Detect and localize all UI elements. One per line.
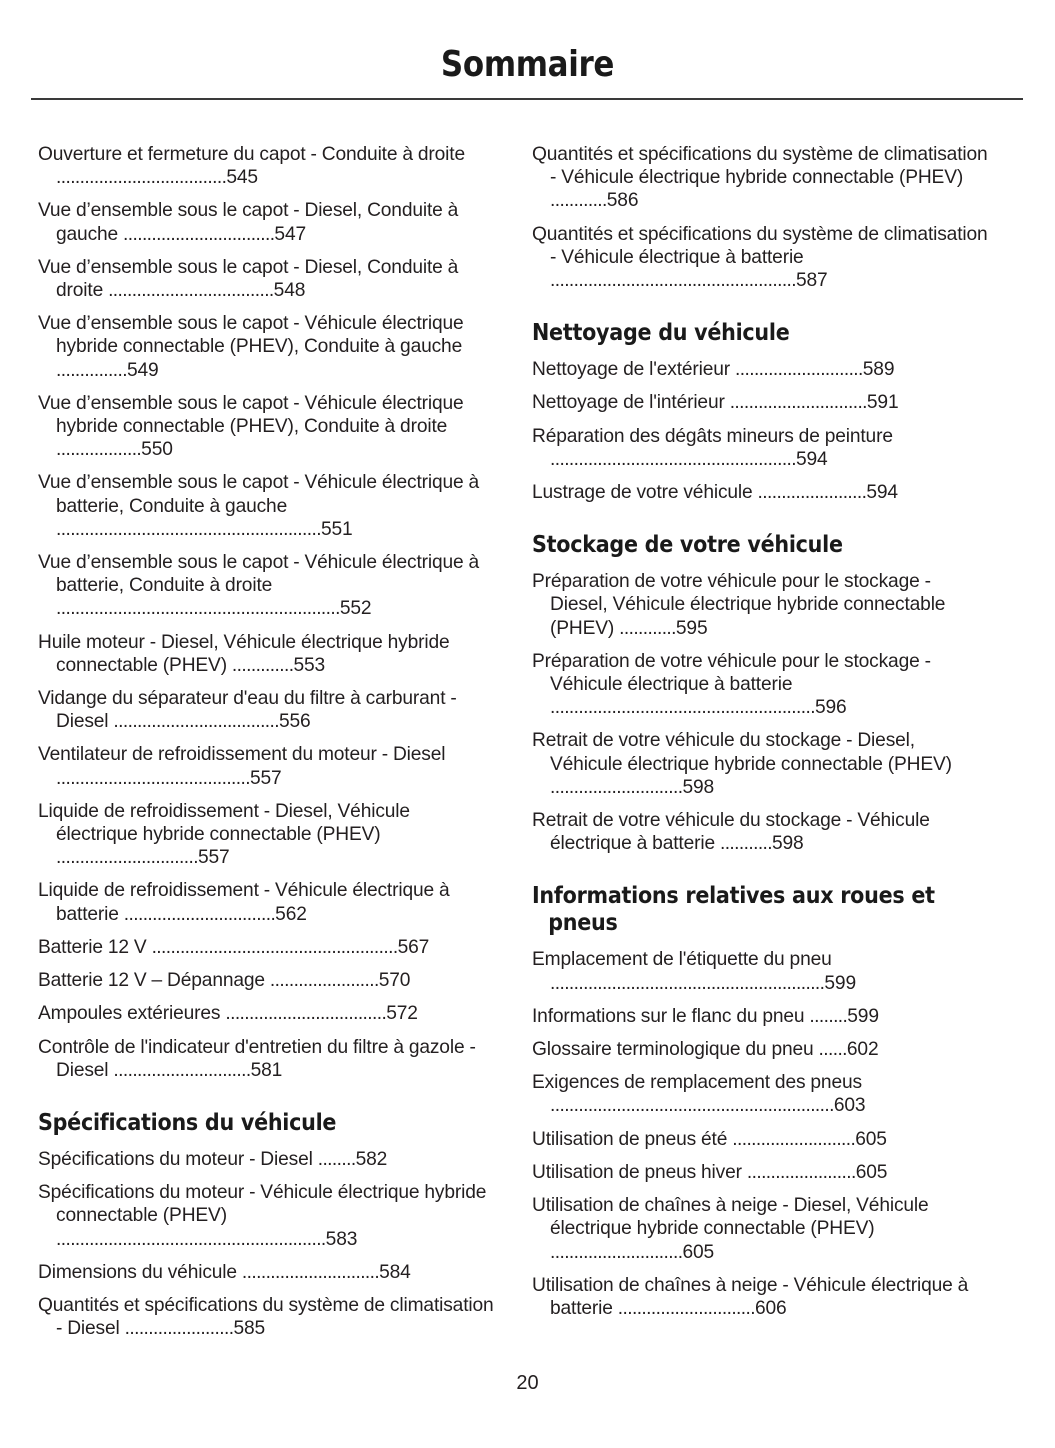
- toc-columns: [0, 143, 1055, 1340]
- toc-leader-dots: ................................: [123, 903, 276, 925]
- toc-entry-title: Vue d’ensemble sous le capot - Véhicule électrique à batterie, Conduite à droite: [38, 552, 480, 597]
- toc-entry-page: 582: [355, 1148, 388, 1170]
- toc-entry[interactable]: [532, 223, 988, 293]
- toc-entry-page: 591: [866, 392, 899, 414]
- toc-entry[interactable]: [38, 969, 494, 992]
- toc-entry-title: Lustrage de votre véhicule: [532, 482, 758, 504]
- toc-leader-dots: ..........................: [732, 1128, 856, 1150]
- toc-leader-dots: ............: [619, 617, 676, 639]
- toc-entry-title: Liquide de refroidissement - Diesel, Véhicule électrique hybride connectable (PHEV): [38, 800, 410, 846]
- toc-entry[interactable]: [532, 1194, 988, 1264]
- toc-entry-title: Utilisation de chaînes à neige - Diesel, Véhicule électrique hybride connectable (PHEV): [532, 1195, 929, 1240]
- toc-entry-title: Vue d’ensemble sous le capot - Diesel, Conduite à droite: [38, 256, 459, 302]
- toc-entry-title: Spécifications du moteur - Diesel: [38, 1148, 318, 1170]
- toc-entry-page: 594: [796, 448, 828, 470]
- toc-leader-dots: .........................................................: [56, 1228, 326, 1250]
- toc-entry-page: 557: [249, 767, 282, 789]
- toc-entry-page: 548: [273, 280, 306, 302]
- toc-leader-dots: ...................................: [108, 280, 274, 302]
- toc-entry[interactable]: [532, 481, 988, 504]
- toc-entry-title: Réparation des dégâts mineurs de peinture: [532, 425, 893, 447]
- toc-entry-page: 598: [682, 776, 715, 798]
- toc-entry[interactable]: [38, 312, 494, 382]
- toc-entry-title: Vue d’ensemble sous le capot - Diesel, Conduite à gauche: [38, 200, 459, 245]
- toc-entry-title: Dimensions du véhicule: [38, 1261, 242, 1283]
- toc-entry-page: 589: [862, 359, 895, 381]
- toc-entry-page: 605: [682, 1241, 715, 1263]
- toc-entry-title: Batterie 12 V: [38, 936, 152, 958]
- toc-entry-page: 594: [866, 482, 898, 504]
- toc-leader-dots: ........................................................: [550, 697, 815, 719]
- toc-entry[interactable]: [38, 687, 494, 733]
- toc-leader-dots: ..................................: [225, 1003, 387, 1025]
- toc-leader-dots: ......: [818, 1039, 847, 1061]
- toc-entry-title: Nettoyage de l'intérieur: [532, 392, 730, 414]
- toc-entry[interactable]: [532, 1128, 988, 1151]
- toc-leader-dots: ........................................................: [56, 518, 321, 540]
- toc-section-heading: Stockage de votre véhicule: [532, 532, 843, 559]
- toc-leader-dots: ...............: [56, 359, 127, 381]
- toc-entry-title: Utilisation de pneus hiver: [532, 1161, 747, 1183]
- toc-entry-title: Quantités et spécifications du système de climatisation - Diesel: [38, 1294, 494, 1340]
- toc-entry[interactable]: [38, 392, 494, 462]
- toc-entry-page: 572: [386, 1003, 418, 1025]
- toc-entry-page: 545: [226, 167, 258, 189]
- toc-leader-dots: .......................: [746, 1161, 856, 1183]
- toc-entry-title: Emplacement de l'étiquette du pneu: [532, 949, 832, 971]
- toc-leader-dots: ...................................: [113, 711, 279, 733]
- toc-entry-title: Liquide de refroidissement - Véhicule électrique à batterie: [38, 880, 450, 925]
- toc-entry-title: Quantités et spécifications du système de climatisation - Véhicule électrique hybride connectable (PHEV): [532, 144, 988, 189]
- toc-entry-page: 603: [833, 1095, 866, 1117]
- toc-leader-dots: ........: [317, 1148, 356, 1170]
- toc-entry-page: 587: [796, 270, 828, 292]
- toc-entry[interactable]: [532, 948, 988, 994]
- toc-entry[interactable]: [38, 199, 494, 245]
- toc-leader-dots: ...........: [719, 833, 773, 855]
- toc-column-right: [532, 143, 988, 1320]
- toc-leader-dots: ............................: [550, 776, 683, 798]
- toc-entry-title: Ampoules extérieures: [38, 1003, 226, 1025]
- toc-entry[interactable]: [532, 1274, 988, 1320]
- toc-entry[interactable]: [532, 425, 988, 471]
- toc-section-heading: Informations relatives aux roues et pneus: [532, 883, 935, 937]
- toc-entry[interactable]: [38, 936, 494, 959]
- toc-leader-dots: ............................: [550, 1241, 683, 1263]
- toc-entry-title: Exigences de remplacement des pneus: [532, 1072, 862, 1094]
- toc-leader-dots: .......................: [269, 970, 379, 992]
- toc-entry-title: Nettoyage de l'extérieur: [532, 359, 736, 381]
- page-title: Sommaire: [440, 44, 615, 85]
- toc-leader-dots: .........................................: [56, 767, 250, 789]
- toc-leader-dots: ............................................................: [550, 1095, 834, 1117]
- toc-leader-dots: ................................: [123, 223, 275, 245]
- toc-leader-dots: ............................................................: [56, 598, 340, 620]
- toc-entry-page: 567: [397, 936, 430, 958]
- toc-entry-title: Spécifications du moteur - Véhicule électrique hybride connectable (PHEV): [38, 1182, 487, 1227]
- toc-entry-page: 602: [846, 1039, 879, 1061]
- toc-entry[interactable]: [532, 358, 988, 381]
- toc-entry-page: 581: [250, 1059, 283, 1081]
- toc-entry[interactable]: [38, 551, 494, 621]
- toc-entry-page: 547: [274, 223, 306, 245]
- toc-leader-dots: .............: [231, 654, 294, 676]
- toc-leader-dots: ..................: [56, 439, 142, 461]
- toc-column-left: [38, 143, 494, 1340]
- toc-entry[interactable]: [38, 743, 494, 789]
- toc-entry-title: Utilisation de pneus été: [532, 1128, 733, 1150]
- toc-entry-page: 596: [814, 697, 847, 719]
- toc-entry[interactable]: [532, 1161, 988, 1184]
- toc-entry[interactable]: [38, 256, 494, 302]
- toc-entry-title: Vue d’ensemble sous le capot - Véhicule électrique hybride connectable (PHEV), Conduite à gauche: [38, 313, 464, 358]
- toc-leader-dots: .......................: [124, 1318, 234, 1340]
- toc-entry-page: 586: [606, 190, 639, 212]
- toc-entry[interactable]: [532, 570, 988, 640]
- toc-entry-title: Vue d’ensemble sous le capot - Véhicule électrique hybride connectable (PHEV), Conduite à droite: [38, 392, 464, 438]
- toc-entry[interactable]: [38, 1148, 494, 1171]
- toc-entry[interactable]: [532, 729, 988, 799]
- toc-leader-dots: ...........................: [735, 359, 863, 381]
- toc-entry-title: Ventilateur de refroidissement du moteur - Diesel: [38, 744, 446, 766]
- toc-entry-page: 556: [279, 711, 311, 733]
- toc-leader-dots: ....................................: [56, 167, 227, 189]
- toc-entry-page: 584: [379, 1261, 411, 1283]
- toc-entry-page: 605: [855, 1128, 887, 1150]
- page-number: 20: [516, 1372, 539, 1394]
- toc-entry-title: Vue d’ensemble sous le capot - Véhicule électrique à batterie, Conduite à gauche: [38, 472, 480, 517]
- toc-entry[interactable]: [532, 391, 988, 414]
- toc-entry-title: Quantités et spécifications du système de climatisation - Véhicule électrique à batterie: [532, 223, 988, 268]
- toc-leader-dots: ....................................................: [550, 270, 797, 292]
- toc-entry-title: Huile moteur - Diesel, Véhicule électrique hybride connectable (PHEV): [38, 631, 450, 676]
- toc-entry-page: 583: [325, 1228, 358, 1250]
- toc-entry-title: Utilisation de chaînes à neige - Véhicule électrique à batterie: [532, 1274, 969, 1319]
- toc-entry[interactable]: [38, 800, 494, 870]
- toc-leader-dots: .............................: [113, 1059, 251, 1081]
- toc-entry-page: 598: [772, 833, 804, 855]
- toc-entry-page: 599: [824, 972, 856, 994]
- toc-section-heading: Nettoyage du véhicule: [532, 320, 790, 347]
- toc-entry-page: 605: [855, 1161, 888, 1183]
- toc-leader-dots: ....................................................: [151, 936, 398, 958]
- toc-leader-dots: ..........................................................: [550, 972, 825, 994]
- toc-entry[interactable]: [38, 1036, 494, 1082]
- toc-leader-dots: ........: [809, 1005, 848, 1027]
- toc-entry[interactable]: [38, 143, 494, 189]
- toc-entry[interactable]: [532, 1005, 988, 1028]
- toc-entry-title: Ouverture et fermeture du capot - Conduite à droite: [38, 144, 465, 165]
- toc-leader-dots: .............................: [617, 1297, 755, 1319]
- toc-entry-page: 606: [754, 1297, 787, 1319]
- toc-entry-page: 599: [847, 1005, 879, 1027]
- toc-entry[interactable]: [38, 1002, 494, 1025]
- toc-leader-dots: .............................: [729, 392, 867, 414]
- toc-entry-title: Préparation de votre véhicule pour le stockage - Diesel, Véhicule électrique hybride connectable (PHEV): [532, 571, 946, 639]
- toc-entry[interactable]: [38, 1181, 494, 1251]
- toc-entry-page: 570: [378, 970, 411, 992]
- toc-entry-title: Retrait de votre véhicule du stockage - Diesel, Véhicule électrique hybride connectable (PHEV): [532, 730, 952, 775]
- title-divider: [31, 98, 1023, 100]
- toc-entry[interactable]: [38, 631, 494, 677]
- toc-leader-dots: .......................: [757, 482, 867, 504]
- toc-leader-dots: .............................: [241, 1261, 380, 1283]
- toc-entry-page: 553: [293, 654, 326, 676]
- toc-entry-page: 550: [141, 439, 173, 461]
- toc-entry-page: 595: [675, 617, 708, 639]
- toc-leader-dots: ....................................................: [550, 448, 797, 470]
- toc-entry[interactable]: [532, 1038, 988, 1061]
- toc-entry[interactable]: [532, 809, 988, 855]
- toc-entry[interactable]: [532, 1071, 988, 1117]
- toc-entry-title: Glossaire terminologique du pneu: [532, 1039, 819, 1061]
- toc-entry[interactable]: [532, 143, 988, 213]
- toc-entry-page: 557: [197, 847, 230, 869]
- toc-entry[interactable]: [38, 1294, 494, 1340]
- toc-entry-page: 549: [126, 359, 159, 381]
- toc-entry-page: 585: [233, 1318, 266, 1340]
- toc-entry-page: 551: [320, 518, 353, 540]
- toc-entry[interactable]: [38, 1261, 494, 1284]
- toc-entry-title: Informations sur le flanc du pneu: [532, 1005, 810, 1027]
- toc-entry-title: Retrait de votre véhicule du stockage - Véhicule électrique à batterie: [532, 810, 930, 855]
- toc-entry-title: Batterie 12 V – Dépannage: [38, 970, 270, 992]
- toc-entry-title: Vidange du séparateur d'eau du filtre à carburant - Diesel: [38, 688, 457, 733]
- toc-leader-dots: ............: [550, 190, 607, 212]
- toc-entry[interactable]: [532, 650, 988, 720]
- toc-entry-title: Contrôle de l'indicateur d'entretien du filtre à gazole - Diesel: [38, 1036, 476, 1081]
- toc-section-heading: Spécifications du véhicule: [38, 1109, 337, 1136]
- toc-entry-page: 552: [339, 598, 372, 620]
- toc-entry[interactable]: [38, 471, 494, 541]
- toc-leader-dots: ..............................: [56, 847, 198, 869]
- toc-entry[interactable]: [38, 879, 494, 925]
- toc-entry-page: 562: [275, 903, 307, 925]
- toc-entry-title: Préparation de votre véhicule pour le stockage - Véhicule électrique à batterie: [532, 650, 931, 696]
